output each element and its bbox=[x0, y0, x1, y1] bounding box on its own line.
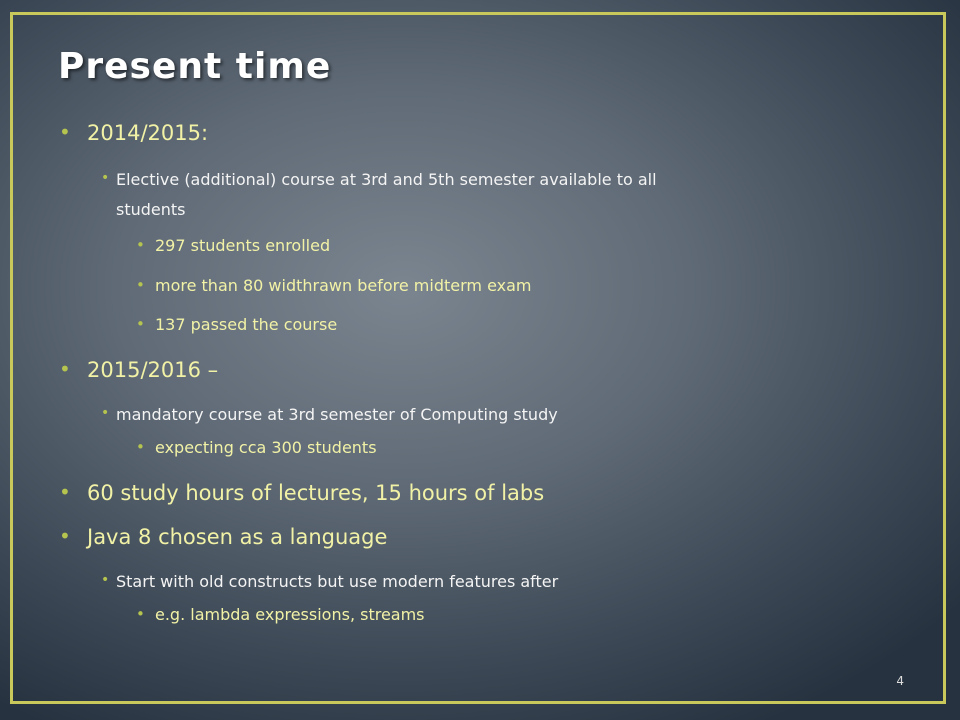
bullet-text: 2014/2015: bbox=[87, 121, 209, 145]
bullet-item bbox=[59, 524, 388, 550]
bullet-text: e.g. lambda expressions, streams bbox=[155, 605, 425, 624]
bullet-dot: • bbox=[101, 405, 110, 421]
bullet-item bbox=[59, 120, 209, 146]
bullet-item bbox=[136, 315, 338, 335]
bullet-dot: • bbox=[136, 605, 145, 623]
bullet-dot: • bbox=[101, 170, 110, 186]
bullet-text: Start with old constructs but use modern features after bbox=[116, 572, 559, 591]
bullet-dot: • bbox=[136, 315, 145, 333]
bullet-text: 2015/2016 – bbox=[87, 358, 219, 382]
bullet-item bbox=[101, 170, 657, 190]
bullet-dot: • bbox=[136, 236, 145, 254]
bullet-item bbox=[136, 236, 331, 256]
bullet-text: expecting cca 300 students bbox=[155, 438, 377, 457]
bullet-text: more than 80 widthrawn before midterm exam bbox=[155, 276, 532, 295]
bullet-dot: • bbox=[59, 120, 71, 144]
bullet-text: Elective (additional) course at 3rd and 5th semester available to all bbox=[116, 170, 657, 189]
page-number: 4 bbox=[896, 674, 904, 688]
bullet-text: Java 8 chosen as a language bbox=[87, 525, 388, 549]
bullet-dot: • bbox=[101, 572, 110, 588]
bullet-dot: • bbox=[59, 357, 71, 381]
bullet-dot: • bbox=[59, 524, 71, 548]
bullet-item bbox=[59, 480, 545, 506]
bullet-text: students bbox=[116, 200, 186, 219]
bullet-item bbox=[59, 357, 219, 383]
bullet-dot: • bbox=[59, 480, 71, 504]
bullet-continuation bbox=[116, 200, 186, 220]
bullet-text: 60 study hours of lectures, 15 hours of labs bbox=[87, 481, 545, 505]
bullet-item bbox=[101, 572, 559, 592]
bullet-text: 137 passed the course bbox=[155, 315, 338, 334]
bullet-item bbox=[101, 405, 558, 425]
bullet-dot: • bbox=[136, 276, 145, 294]
bullet-item bbox=[136, 438, 377, 458]
bullet-item bbox=[136, 276, 532, 296]
bullet-text: 297 students enrolled bbox=[155, 236, 331, 255]
slide-title: Present time bbox=[58, 46, 332, 87]
bullet-item bbox=[136, 605, 425, 625]
bullet-dot: • bbox=[136, 438, 145, 456]
bullet-text: mandatory course at 3rd semester of Computing study bbox=[116, 405, 558, 424]
